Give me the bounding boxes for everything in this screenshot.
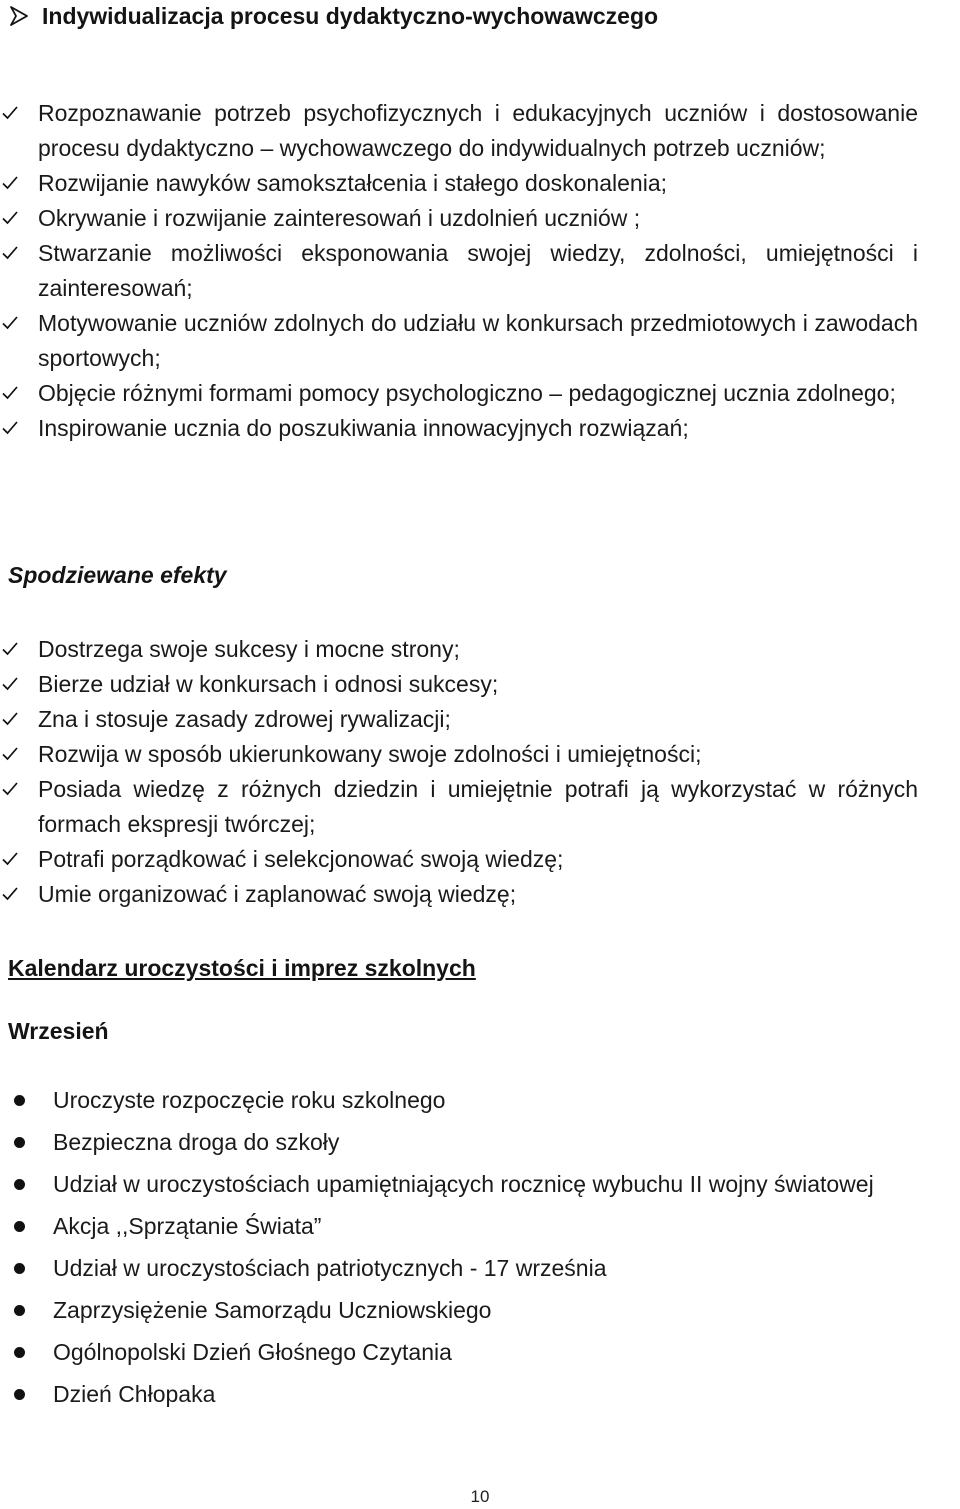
bullet-dot-icon (14, 1179, 25, 1190)
checkmark-icon (2, 886, 18, 902)
bullet-dot-icon (14, 1263, 25, 1274)
list-item-text: Bierze udział w konkursach i odnosi sukcesy; (38, 671, 499, 697)
list-item-text: Zaprzysiężenie Samorządu Uczniowskiego (53, 1297, 492, 1323)
bullet-dot-icon (14, 1095, 25, 1106)
section-heading (8, 0, 658, 32)
checkmark-icon (2, 385, 18, 401)
bullet-dot-icon (14, 1137, 25, 1148)
checkmark-icon (2, 175, 18, 191)
list-item-text: Motywowanie uczniów zdolnych do udziału w konkursach przedmiotowych i zawodach sportowych; (38, 310, 918, 371)
list-item (0, 772, 920, 842)
bullet-dot-icon (14, 1347, 25, 1358)
checkmark-icon (2, 711, 18, 727)
list-item (0, 632, 920, 667)
list-item-text: Potrafi porządkować i selekcjonować swoją wiedzę; (38, 846, 564, 872)
checkmark-icon (2, 210, 18, 226)
list-item-text: Objęcie różnymi formami pomocy psychologiczno – pedagogicznej ucznia zdolnego; (38, 380, 896, 406)
section-heading-text: Indywidualizacja procesu dydaktyczno-wychowawczego (42, 2, 659, 29)
list-item (0, 236, 920, 306)
list-item (0, 1205, 900, 1247)
list-item-text: Rozwija w sposób ukierunkowany swoje zdolności i umiejętności; (38, 741, 702, 767)
checkmark-icon (2, 245, 18, 261)
list-item (0, 877, 920, 912)
page-number: 10 (470, 1487, 490, 1506)
checkmark-icon (2, 105, 18, 121)
list-item (0, 702, 920, 737)
list-item-text: Okrywanie i rozwijanie zainteresowań i uzdolnień uczniów ; (38, 205, 641, 231)
list-item-text: Inspirowanie ucznia do poszukiwania innowacyjnych rozwiązań; (38, 415, 689, 441)
effects-heading: Spodziewane efekty (8, 562, 227, 588)
list-item-text: Rozwijanie nawyków samokształcenia i stałego doskonalenia; (38, 170, 667, 196)
list-item-text: Bezpieczna droga do szkoły (53, 1129, 340, 1155)
list-item (0, 201, 920, 236)
list-item (0, 1247, 900, 1289)
list-item (0, 376, 920, 411)
month-heading: Wrzesień (8, 1018, 109, 1044)
list-item-text: Udział w uroczystościach patriotycznych - 17 września (53, 1255, 607, 1281)
list-item (0, 1163, 900, 1205)
list-item (0, 1331, 900, 1373)
arrow-bullet-icon (8, 5, 30, 27)
list-item-text: Ogólnopolski Dzień Głośnego Czytania (53, 1339, 452, 1365)
bullet-dot-icon (14, 1389, 25, 1400)
list-item-text: Dostrzega swoje sukcesy i mocne strony; (38, 636, 460, 662)
list-item-text: Uroczyste rozpoczęcie roku szkolnego (53, 1087, 446, 1113)
list-item-text: Udział w uroczystościach upamiętniających rocznicę wybuchu II wojny światowej (53, 1171, 874, 1197)
list-item (0, 842, 920, 877)
checkmark-icon (2, 420, 18, 436)
list-item-text: Stwarzanie możliwości eksponowania swojej wiedzy, zdolności, umiejętności i zainteresowań; (38, 240, 918, 301)
checkmark-icon (2, 746, 18, 762)
checkmark-icon (2, 641, 18, 657)
list-item (0, 166, 920, 201)
list-item (0, 667, 920, 702)
checkmark-icon (2, 676, 18, 692)
list-item (0, 306, 920, 376)
list-item (0, 411, 920, 446)
checkmark-icon (2, 851, 18, 867)
list-item-text: Akcja ,,Sprzątanie Świata” (53, 1213, 322, 1239)
list-item-text: Dzień Chłopaka (53, 1381, 216, 1407)
effects-list (0, 632, 920, 912)
list-item (0, 1373, 900, 1415)
list-item-text: Posiada wiedzę z różnych dziedzin i umiejętnie potrafi ją wykorzystać w różnych formach ekspresji twórczej; (38, 776, 918, 837)
list-item-text: Zna i stosuje zasady zdrowej rywalizacji; (38, 706, 451, 732)
events-list (0, 1079, 900, 1415)
bullet-dot-icon (14, 1221, 25, 1232)
list-item (0, 1079, 900, 1121)
checkmark-icon (2, 781, 18, 797)
goals-list (0, 96, 920, 446)
bullet-dot-icon (14, 1305, 25, 1316)
list-item (0, 1289, 900, 1331)
list-item (0, 737, 920, 772)
list-item-text: Rozpoznawanie potrzeb psychofizycznych i edukacyjnych uczniów i dostosowanie procesu dydaktyczno – wychowawczego do indywidualnych potrzeb uczniów; (38, 100, 918, 161)
list-item-text: Umie organizować i zaplanować swoją wiedzę; (38, 881, 517, 907)
calendar-heading: Kalendarz uroczystości i imprez szkolnych (8, 955, 476, 981)
checkmark-icon (2, 315, 18, 331)
list-item (0, 1121, 900, 1163)
list-item (0, 96, 920, 166)
